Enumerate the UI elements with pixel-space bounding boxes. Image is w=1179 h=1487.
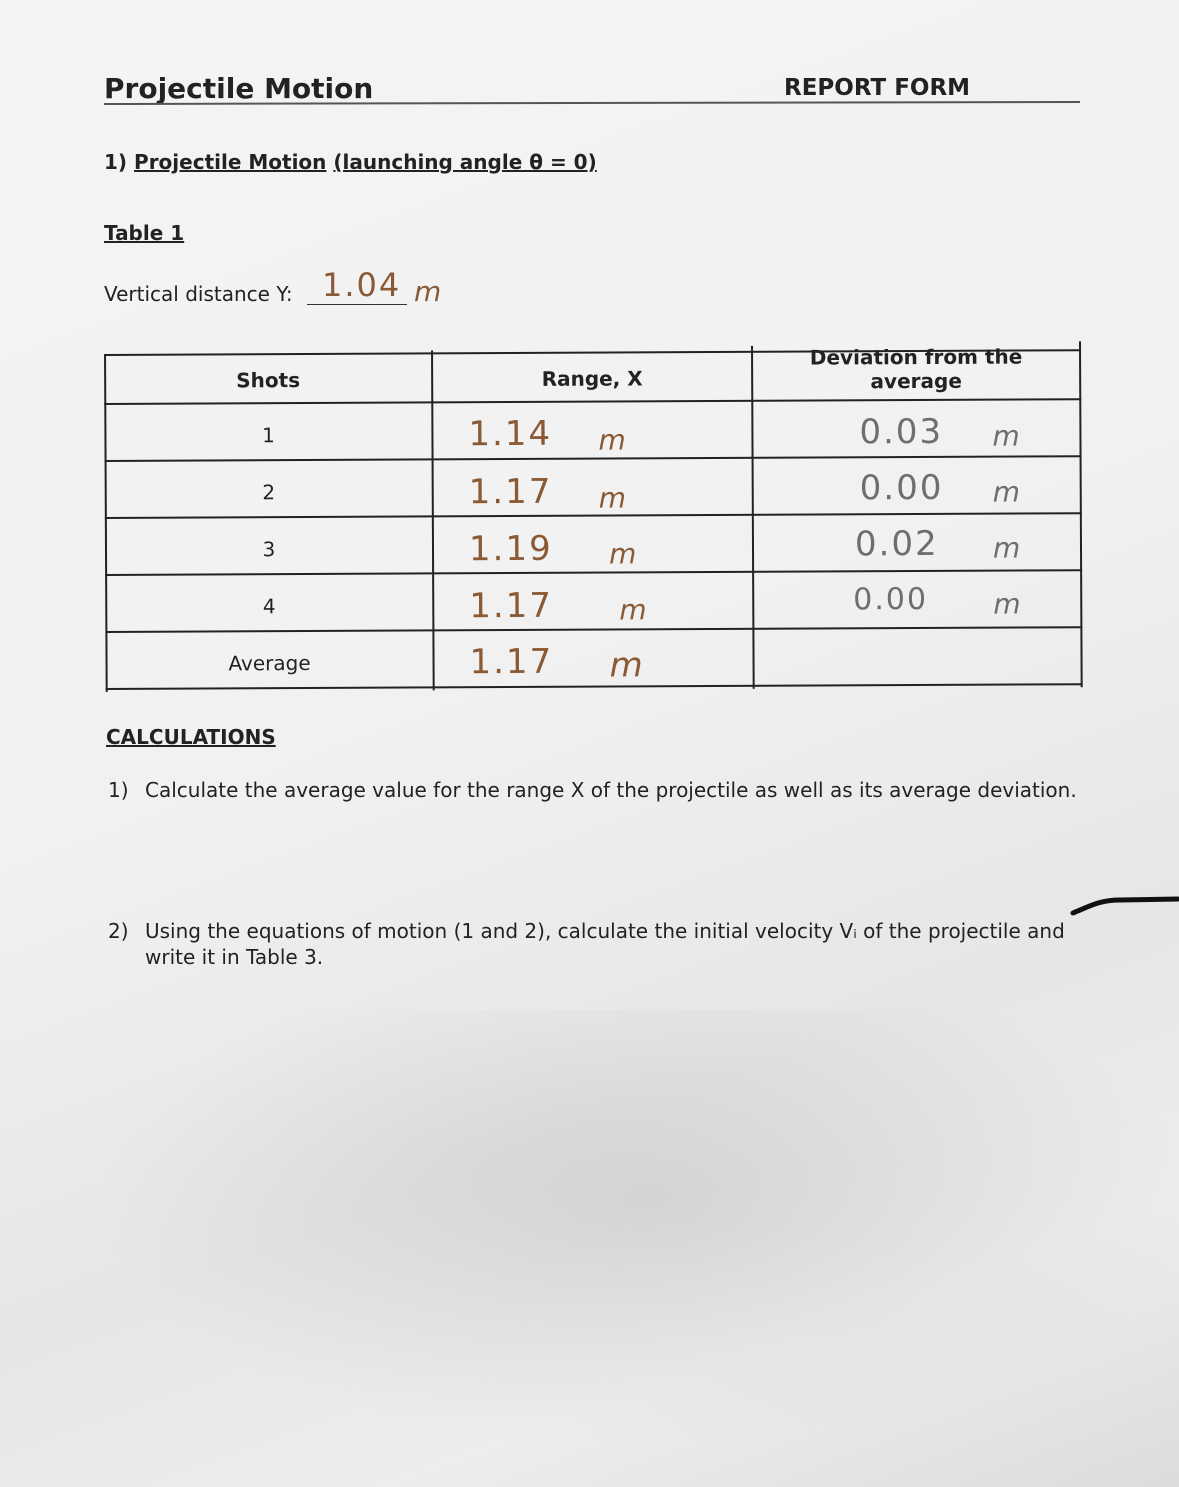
shot-cell: 1: [262, 423, 275, 448]
pen-mark-icon: [1070, 890, 1179, 920]
deviation-unit: m: [992, 475, 1023, 509]
deviation-value: 0.03: [859, 411, 944, 453]
paper-shadow: [0, 1010, 1179, 1487]
question-2-text-line2: write it in Table 3.: [145, 945, 324, 969]
question-2-number: 2): [108, 919, 129, 943]
deviation-value: 0.02: [854, 523, 939, 565]
table-label: Table 1: [104, 221, 185, 245]
section-heading: [104, 150, 597, 174]
section-number: 1): [104, 150, 128, 174]
col-header-deviation: [752, 344, 1080, 394]
col-header-deviation-line1: Deviation from the: [809, 344, 1023, 370]
range-value: 1.14: [468, 413, 553, 455]
results-table: [104, 341, 1083, 692]
range-unit: m: [598, 423, 628, 457]
table-row-rule: [105, 455, 1082, 462]
average-label: Average: [228, 650, 311, 676]
table-header-rule: [104, 398, 1081, 405]
col-header-range: Range, X: [541, 366, 643, 391]
calculations-heading: CALCULATIONS: [106, 725, 276, 749]
vertical-distance-unit: m: [414, 275, 444, 308]
col-header-deviation-line2: average: [870, 368, 962, 394]
range-unit: m: [608, 537, 639, 571]
report-form-label: REPORT FORM: [784, 75, 971, 101]
table-row-rule: [105, 569, 1082, 576]
shot-cell: 2: [262, 480, 276, 505]
deviation-value: 0.00: [859, 467, 944, 509]
shot-cell: 3: [262, 537, 276, 562]
table-divider-2: [751, 346, 755, 689]
vertical-distance-blank: [307, 304, 407, 305]
average-range-unit: m: [609, 645, 645, 686]
deviation-unit: m: [993, 587, 1023, 621]
table-border-bottom: [106, 683, 1083, 690]
question-2: [108, 918, 1065, 970]
col-header-shots: Shots: [236, 368, 301, 393]
range-unit: m: [619, 593, 649, 627]
average-range-value: 1.17: [469, 641, 554, 683]
shot-cell: 4: [262, 594, 276, 619]
table-row-rule: [105, 626, 1082, 633]
deviation-unit: m: [992, 419, 1022, 453]
question-1: [108, 778, 1077, 802]
range-value: 1.17: [468, 471, 553, 513]
table-row-rule: [105, 512, 1082, 519]
vertical-distance-value: 1.04: [322, 266, 402, 304]
range-value: 1.19: [468, 528, 553, 570]
question-1-text: Calculate the average value for the range X of the projectile as well as its average deviation.: [145, 778, 1077, 802]
range-unit: m: [598, 481, 629, 515]
section-title: Projectile Motion: [134, 150, 327, 174]
question-2-text-line1: Using the equations of motion (1 and 2), calculate the initial velocity Vᵢ of the projectile and: [145, 919, 1065, 943]
vertical-distance-label: Vertical distance Y:: [104, 282, 293, 306]
page-title: Projectile Motion: [104, 72, 374, 105]
question-1-number: 1): [108, 778, 129, 802]
range-value: 1.17: [469, 585, 554, 627]
deviation-value: 0.00: [853, 581, 929, 618]
section-subtitle: (launching angle θ = 0): [333, 150, 597, 174]
deviation-unit: m: [992, 531, 1023, 565]
